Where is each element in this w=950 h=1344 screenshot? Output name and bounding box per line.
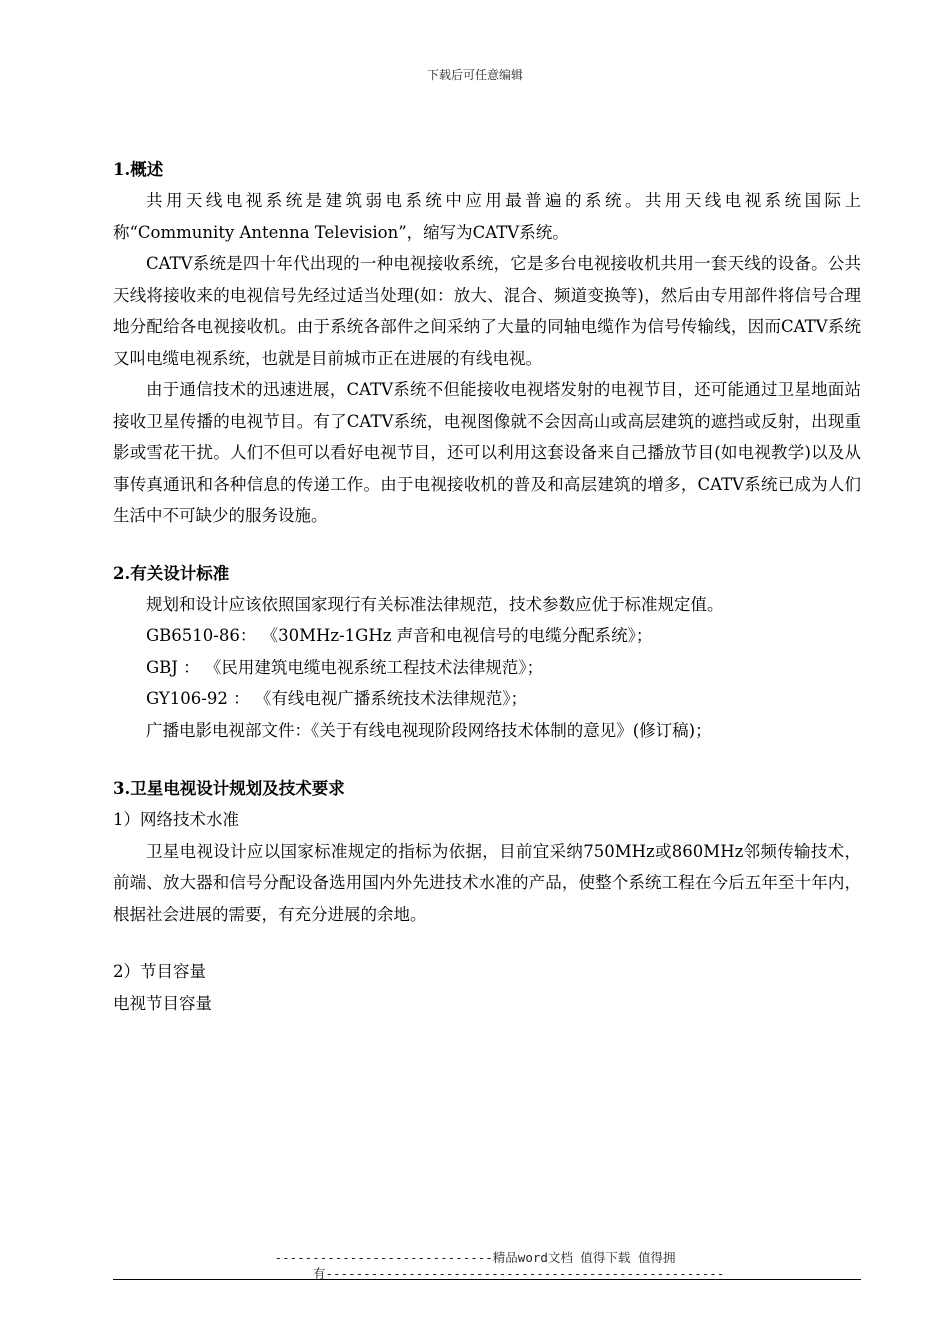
paragraph: 卫星电视设计应以国家标准规定的指标为依据，目前宜采纳750MHz或860MHz邻频传输技术，前端、放大器和信号分配设备选用国内外先进技术水准的产品，使整个系统工程在今后五年至十年内，根据社会进展的需要，有充分进展的余地。 bbox=[113, 841, 861, 924]
section-title-standards: 2.有关设计标准 bbox=[113, 563, 230, 583]
text-line: 电视节目容量 bbox=[113, 993, 212, 1013]
footer-rule bbox=[113, 1279, 861, 1280]
standards-line: 广播电影电视部文件：《关于有线电视现阶段网络技术体制的意见》(修订稿)； bbox=[146, 720, 712, 740]
standards-line: 规划和设计应该依照国家现行有关标准法律规范，技术参数应优于标准规定值。 bbox=[146, 594, 724, 614]
section-title-satellite: 3.卫星电视设计规划及技术要求 bbox=[113, 779, 345, 798]
subsection-title: 2）节目容量 bbox=[113, 962, 206, 981]
paragraph: 共用天线电视系统是建筑弱电系统中应用最普遍的系统。共用天线电视系统国际上称“Community Antenna Television”，缩写为CATV系统。 bbox=[113, 191, 861, 242]
footer-line-1: -----------------------------精品word文档 值得下载 值得拥 bbox=[274, 1250, 676, 1265]
document-body bbox=[113, 155, 861, 1019]
section-title-overview: 1.概述 bbox=[113, 160, 164, 179]
standards-line: GB6510-86： 《30MHz-1GHz 声音和电视信号的电缆分配系统》； bbox=[146, 626, 653, 645]
paragraph: CATV系统是四十年代出现的一种电视接收系统，它是多台电视接收机共用一套天线的设备。公共天线将接收来的电视信号先经过适当处理(如：放大、混合、频道变换等)，然后由专用部件将信号合理地分配给各电视接收机。由于系统各部件之间采纳了大量的同轴电缆作为信号传输线，因而CATV系统又叫电缆电视系统，也就是目前城市正在进展的有线电视。 bbox=[113, 254, 861, 368]
standards-line: GBJ ： 《民用建筑电缆电视系统工程技术法律规范》； bbox=[146, 657, 544, 677]
subsection-title: 1）网络技术水准 bbox=[113, 810, 239, 829]
standards-line: GY106-92 ： 《有线电视广播系统技术法律规范》； bbox=[146, 689, 528, 708]
page-header: 下载后可任意编辑 bbox=[426, 68, 523, 82]
footer-line-2: 有----------------------------------------------------- bbox=[313, 1266, 725, 1281]
paragraph: 由于通信技术的迅速进展，CATV系统不但能接收电视塔发射的电视节目，还可能通过卫星地面站接收卫星传播的电视节目。有了CATV系统，电视图像就不会因高山或高层建筑的遮挡或反射，出现重影或雪花干扰。人们不但可以看好电视节目，还可以利用这套设备来自己播放节目(如电视教学)以及从事传真通讯和各种信息的传递工作。由于电视接收机的普及和高层建筑的增多，CATV系统已成为人们生活中不可缺少的服务设施。 bbox=[113, 380, 861, 525]
